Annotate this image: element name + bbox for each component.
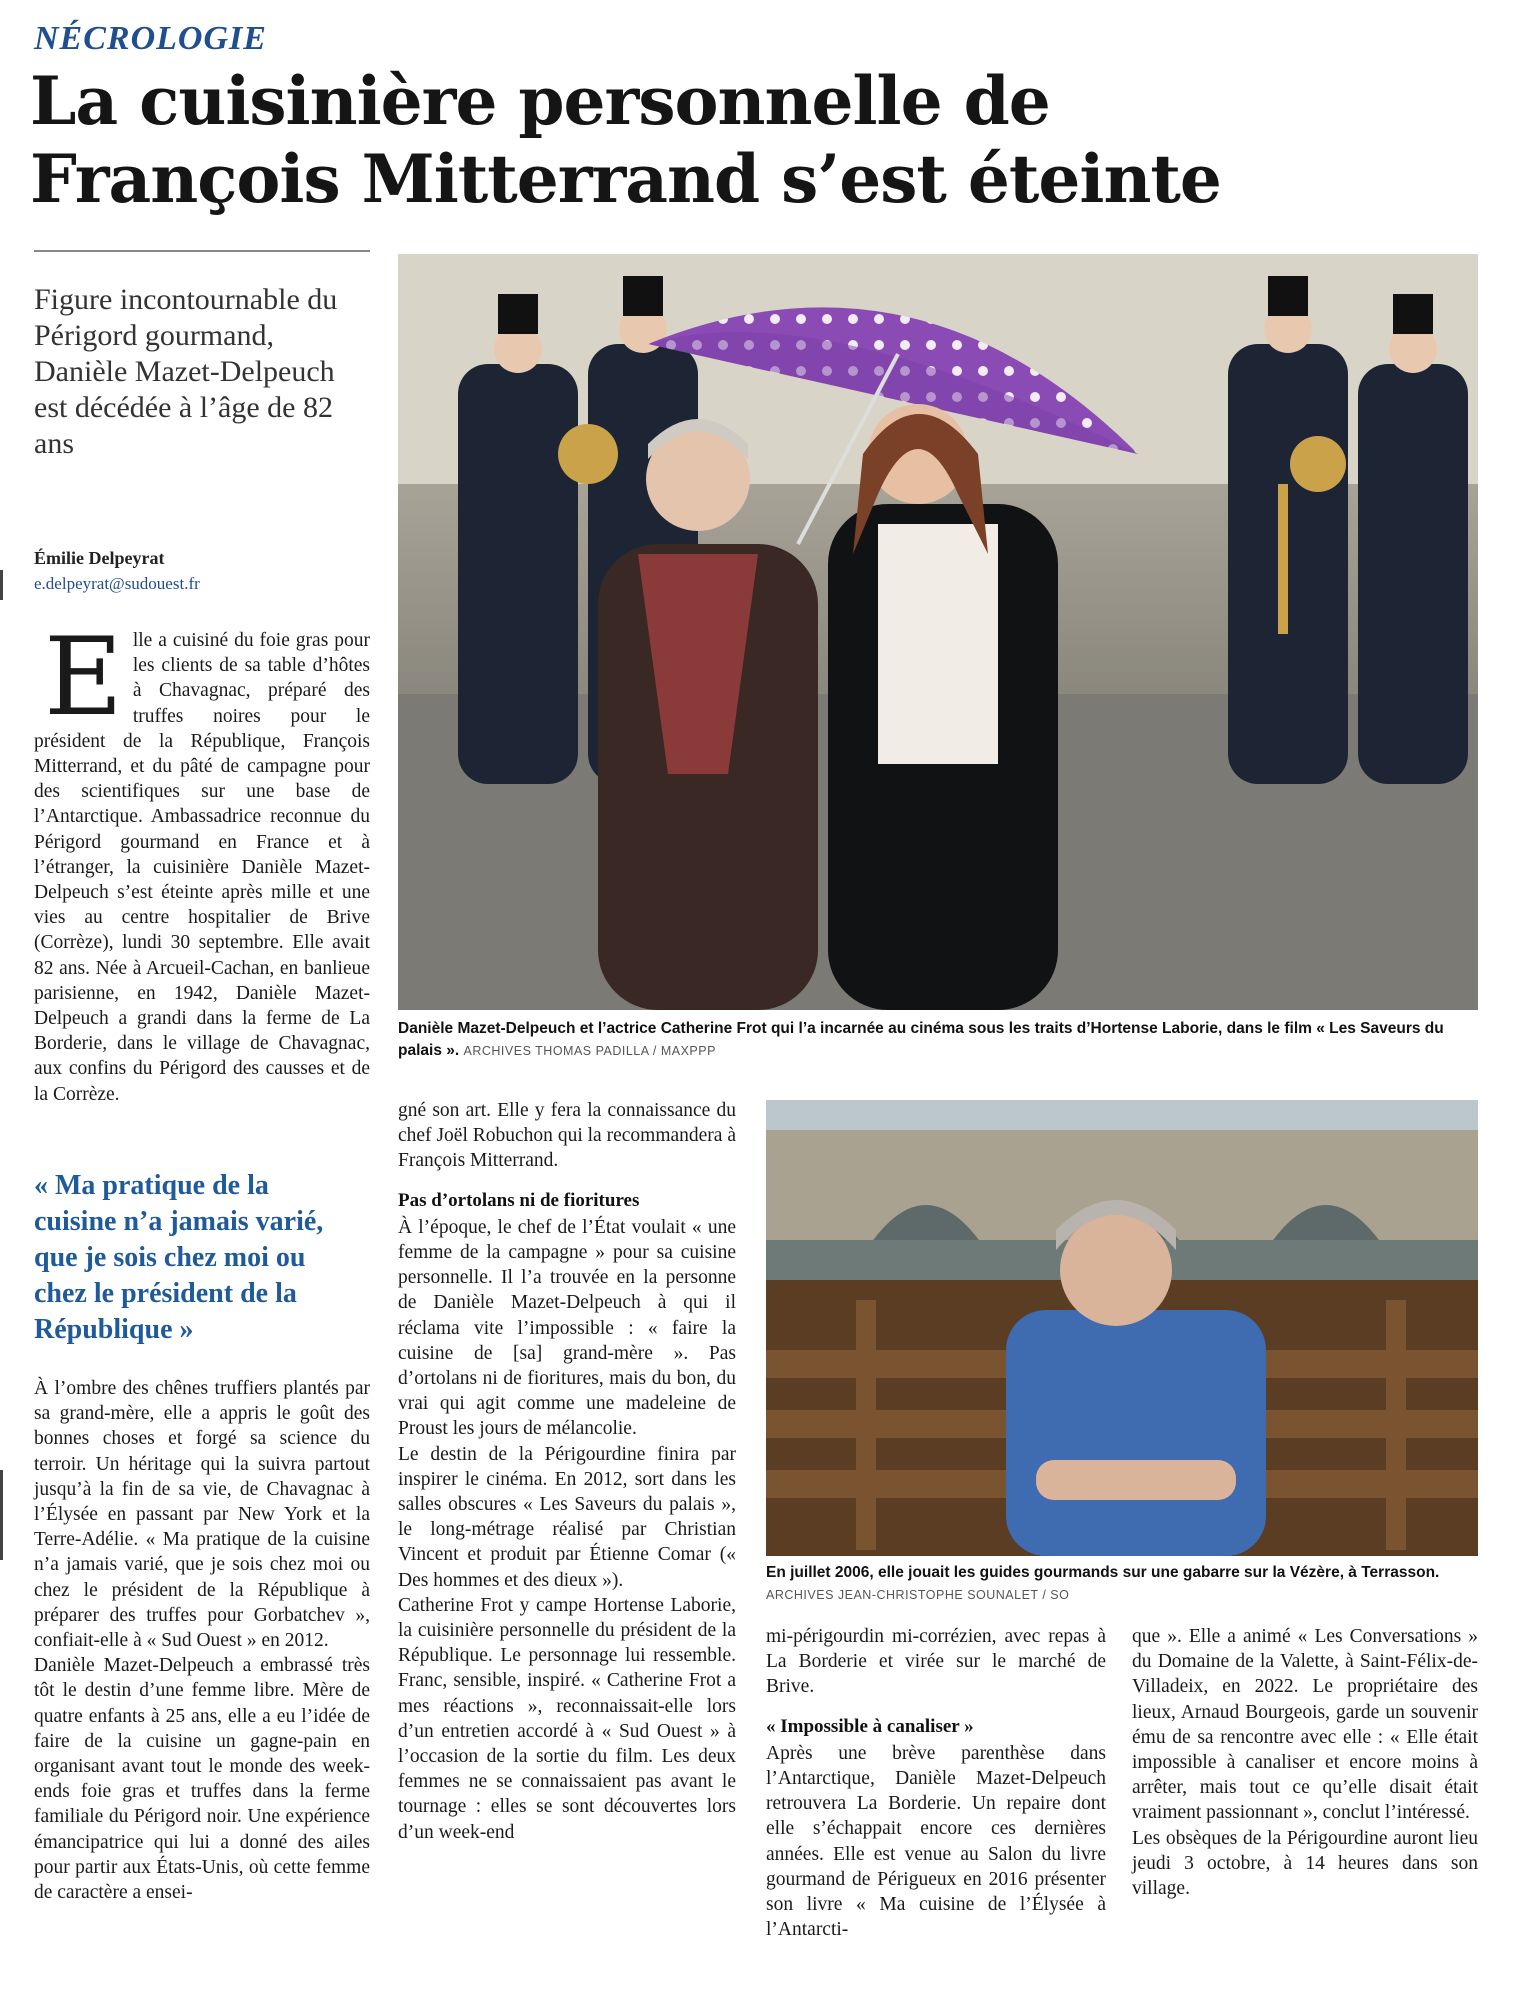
article-column-3 bbox=[766, 1624, 1106, 1942]
headline-line-1: La cuisinière personnelle de bbox=[30, 62, 1050, 140]
photo-vezere-caption bbox=[766, 1562, 1478, 1606]
subheading: « Impossible à canaliser » bbox=[766, 1715, 974, 1737]
page-edge-mark bbox=[0, 1470, 3, 1560]
article-column-1-continued bbox=[34, 1376, 370, 1905]
pull-quote: « Ma pratique de la cuisine n’a jamais varié, que je sois chez moi ou chez le président de la République » bbox=[34, 1170, 324, 1345]
chapo-divider bbox=[34, 250, 370, 252]
caption-text: Danièle Mazet-Delpeuch et l’actrice Catherine Frot qui l’a incarnée au cinéma sous les traits d’Hortense Laborie, dans le film « Les Saveurs du palais ». bbox=[398, 1020, 1444, 1059]
section-kicker: NÉCROLOGIE bbox=[34, 20, 267, 57]
article-intro: lle a cuisiné du foie gras pour les clients de sa table d’hôtes à Chavagnac, préparé des truffes noires pour le président de la République, François Mitterrand, et du pâté de campagne pour des scientifiques sur une base de l’Antarctique. Ambassadrice reconnue du Périgord gourmand en France et à l’étranger, la cuisinière Danièle Mazet-Delpeuch s’est éteinte après mille et une vies au centre hospitalier de Brive (Corrèze), lundi 30 septembre. Elle avait 82 ans. Née à Arcueil-Cachan, en banlieue parisienne, en 1942, Danièle Mazet-Delpeuch a grandi dans la ferme de La Borderie, dans le village de Chavagnac, aux confins du Périgord des causses et de la Corrèze. bbox=[34, 630, 370, 1105]
paragraph: gné son art. Elle y fera la connaissance du chef Joël Robuchon qui la recommandera à François Mitterrand. bbox=[398, 1100, 736, 1172]
paragraph: Les obsèques de la Périgourdine auront lieu jeudi 3 octobre, à 14 heures dans son village. bbox=[1132, 1827, 1478, 1900]
paragraph: que ». Elle a animé « Les Conversations » du Domaine de la Valette, à Saint-Félix-de-Villadeix, en 2022. Le propriétaire des lieux, Arnaud Bourgeois, garde un souvenir ému de sa rencontre avec elle : « Elle était impossible à canaliser et encore moins à arrêter, mais tout ce qu’elle disait était vraiment passionnant », conclut l’intéressé. bbox=[1132, 1626, 1478, 1824]
article-column-1 bbox=[34, 615, 370, 1107]
author-name: Émilie Delpeyrat bbox=[34, 548, 165, 568]
chapo: Figure incontournable du Périgord gourmand, Danièle Mazet-Delpeuch est décédée à l’âge de 82 ans bbox=[34, 283, 338, 460]
photo-credit: ARCHIVES JEAN-CHRISTOPHE SOUNALET / SO bbox=[766, 1588, 1070, 1602]
paragraph: Catherine Frot y campe Hortense Laborie, la cuisinière personnelle du président de la République. Le personnage lui ressemble. Franc, sensible, inspiré. « Catherine Frot a mes réactions », reconnaissait-elle lors d’un entretien accordé à « Sud Ouest » à l’occasion de la sortie du film. Les deux femmes ne se connaissaient pas avant le tournage : elles se sont découvertes lors d’un week-end bbox=[398, 1594, 736, 1843]
photo-vezere bbox=[766, 1100, 1478, 1556]
article-column-4 bbox=[1132, 1624, 1478, 1901]
caption-text: En juillet 2006, elle jouait les guides gourmands sur une gabarre sur la Vézère, à Terrasson. bbox=[766, 1564, 1440, 1581]
paragraph: Après une brève parenthèse dans l’Antarctique, Danièle Mazet-Delpeuch retrouvera La Borderie. Un repaire dont elle s’échappait encore ces dernières années. Elle est venue au Salon du livre gourmand de Périgueux en 2016 présenter son livre « Ma cuisine de l’Élysée à l’Antarcti- bbox=[766, 1742, 1106, 1941]
paragraph: Danièle Mazet-Delpeuch a embrassé très tôt le destin d’une femme libre. Mère de quatre enfants à 25 ans, elle a eu l’idée de faire de la cuisine un gagne-pain en organisant avant tout le monde des week-ends foie gras et truffes dans la ferme familiale du Périgord noir. Une expérience émancipatrice qui lui a donné des ailes pour partir aux États-Unis, où cette femme de caractère a ensei- bbox=[34, 1655, 370, 1904]
author-email[interactable]: e.delpeyrat@sudouest.fr bbox=[34, 574, 200, 593]
subheading: Pas d’ortolans ni de fioritures bbox=[398, 1189, 640, 1211]
paragraph: Le destin de la Périgourdine finira par inspirer le cinéma. En 2012, sort dans les salles obscures « Les Saveurs du palais », le long-métrage réalisé par Christian Vincent et produit par Étienne Comar (« Des hommes et des dieux »). bbox=[398, 1443, 736, 1591]
paragraph: mi-périgourdin mi-corrézien, avec repas à La Borderie et virée sur le marché de Brive. bbox=[766, 1626, 1106, 1698]
photo-elysee bbox=[398, 254, 1478, 1010]
photo-vezere-image bbox=[766, 1100, 1478, 1556]
article-column-2 bbox=[398, 1098, 736, 1845]
drop-cap: E bbox=[44, 615, 123, 740]
headline-line-2: François Mitterrand s’est éteinte bbox=[30, 140, 1221, 218]
paragraph: À l’époque, le chef de l’État voulait « une femme de la campagne » pour sa cuisine personnelle. Il l’a trouvée en la personne de Danièle Mazet-Delpeuch à qui il réclama vite l’impossible : « faire la cuisine de [sa] grand-mère ». Pas d’ortolans ni de fioritures, mais du bon, du vrai qui agit comme une madeleine de Proust les jours de mélancolie. bbox=[398, 1216, 736, 1440]
photo-elysee-image bbox=[398, 254, 1478, 1010]
photo-elysee-caption bbox=[398, 1018, 1478, 1062]
photo-credit: ARCHIVES THOMAS PADILLA / MAXPPP bbox=[463, 1044, 716, 1058]
headline bbox=[30, 62, 1490, 218]
paragraph: À l’ombre des chênes truffiers plantés par sa grand-mère, elle a appris le goût des bonnes choses et forgé sa science du terroir. Un héritage qui la suivra partout jusqu’à la fin de sa vie, de Chavagnac à l’Élysée en passant par New York et la Terre-Adélie. « Ma pratique de la cuisine n’a jamais varié, que je sois chez moi ou chez le président de la République à préparer des truffes pour Gorbatchev », confiait-elle à « Sud Ouest » en 2012. bbox=[34, 1378, 370, 1652]
page-edge-mark bbox=[0, 570, 3, 600]
